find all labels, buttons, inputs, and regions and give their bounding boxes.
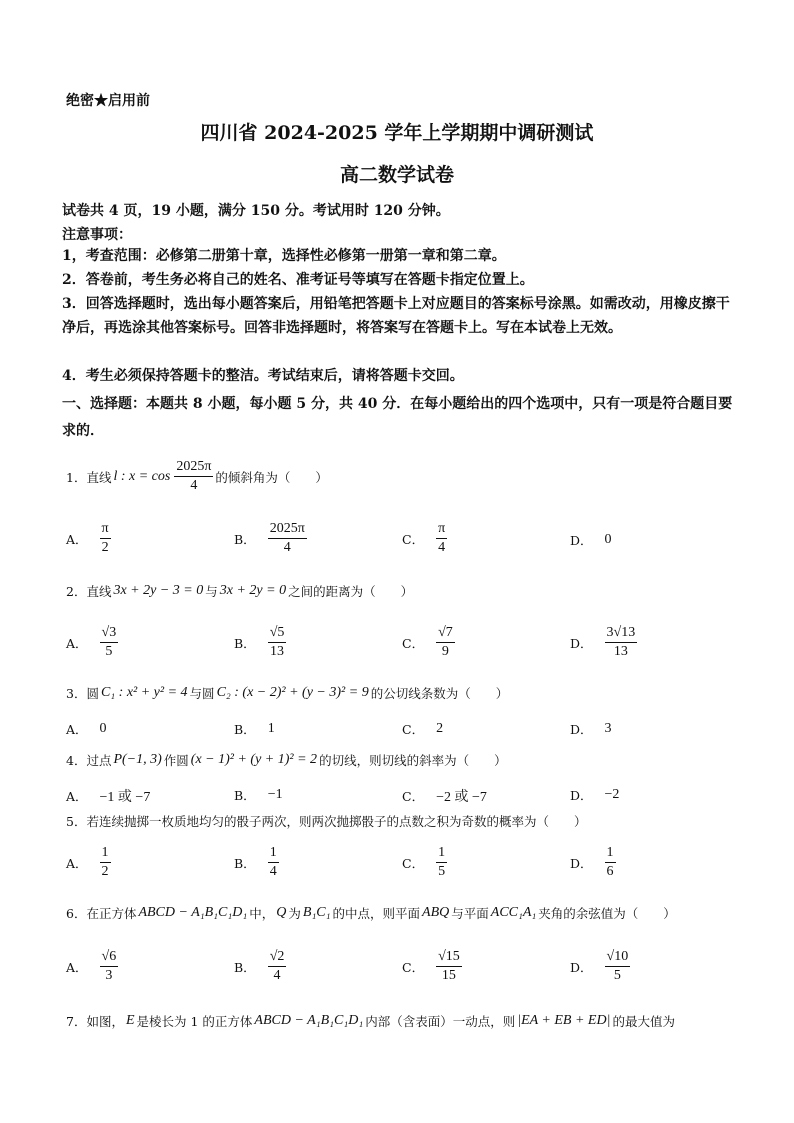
exam-title: 四川省 2024-2025 学年上学期期中调研测试: [200, 122, 594, 144]
question-6: 6．在正方体 ABCD − A₁B₁C₁D₁ 中， Q 为 B₁C₁ 的中点，则平面 ABQ 与平面 ACC₁A₁ 夹角的余弦值为（ ）: [66, 905, 676, 921]
q2-option-a: A． $\frac{√3}{5}$: [66, 625, 117, 659]
q5-option-b: B． $\frac{1}{4}$: [234, 845, 277, 879]
section-heading: 一、选择题：本题共 8 小题，每小题 5 分，共 40 分．在每小题给出的四个选项中，只有一项是符合题目要求的．: [62, 396, 733, 439]
note-1: 1，考查范围：必修第二册第十章，选择性必修第一册第一章和第二章。: [62, 248, 506, 264]
question-1: [66, 458, 328, 495]
q1-frac-num: 2025π: [174, 458, 213, 477]
q6-option-a: A． $\frac{√6}{3}$: [66, 949, 117, 983]
q6-option-b: B． $\frac{√2}{4}$: [234, 949, 285, 983]
q1-option-d: D． 0: [570, 532, 612, 548]
note-2: 2．答卷前，考生务必将自己的姓名、准考证号等填写在答题卡指定位置上。: [62, 272, 534, 288]
q2-option-d: D． $\frac{3√13}{13}$: [570, 625, 636, 659]
question-2: 2．直线 3x + 2y − 3 = 0 与 3x + 2y = 0 之间的距离为（ ）: [66, 583, 414, 599]
confidential-mark: 绝密★启用前: [66, 93, 150, 109]
q5-option-a: A． $\frac{1}{2}$: [66, 845, 109, 879]
exam-subtitle: 高二数学试卷: [339, 164, 454, 186]
q4-option-d: D． −2: [570, 787, 620, 803]
q2-option-b: B． $\frac{√5}{13}$: [234, 625, 285, 659]
q3-option-b: B． 1: [234, 721, 275, 737]
q1-post: 的倾斜角为（ ）: [215, 469, 328, 485]
question-4: 4．过点 P(−1, 3) 作圆 (x − 1)² + (y + 1)² = 2 的切线，则切线的斜率为（ ）: [66, 752, 507, 768]
q6-option-c: C． $\frac{√15}{15}$: [402, 949, 460, 983]
q5-option-c: C． $\frac{1}{5}$: [402, 845, 446, 879]
q5-option-d: D． $\frac{1}{6}$: [570, 845, 614, 879]
q1-option-b: B． $\frac{2025\pi}{4}$: [234, 521, 305, 555]
q1-option-c: C． $\frac{\pi}{4}$: [402, 521, 446, 555]
question-5: 5．若连续抛掷一枚质地均匀的骰子两次，则两次抛掷骰子的点数之积为奇数的概率为（ ）: [66, 814, 587, 829]
q4-option-c: C． −2 或 −7: [402, 789, 487, 805]
q6-option-d: D． $\frac{√10}{5}$: [570, 949, 629, 983]
q3-option-c: C． 2: [402, 721, 444, 737]
q4-option-a: A． −1 或 −7: [66, 789, 151, 805]
q1-frac-den: 4: [190, 478, 198, 493]
q1-fraction: [174, 458, 213, 495]
q1-math: l : x = cos: [113, 468, 171, 484]
q4-option-b: B． −1: [234, 787, 283, 803]
q3-option-d: D． 3: [570, 721, 612, 737]
notes-title: 注意事项：: [62, 227, 132, 243]
q2-option-c: C． $\frac{√7}{9}$: [402, 625, 453, 659]
exam-summary: 试卷共 4 页，19 小题，满分 150 分。考试用时 120 分钟。: [62, 203, 450, 219]
q3-option-a: A． 0: [66, 721, 107, 737]
question-7: 7．如图， E 是棱长为 1 的正方体 ABCD − A₁B₁C₁D₁ 内部（含表面）一动点，则 |EA + EB + ED| 的最大值为: [66, 1013, 675, 1029]
note-4: 4．考生必须保持答题卡的整洁。考试结束后，请将答题卡交回。: [62, 368, 464, 384]
q1-option-a: A． $\frac{\pi}{2}$: [66, 521, 109, 555]
note-3: 3．回答选择题时，选出每小题答案后，用铅笔把答题卡上对应题目的答案标号涂黑。如需改动，用橡皮擦干净后，再选涂其他答案标号。回答非选择题时，将答案写在答题卡上。写在本试卷上无效。: [62, 296, 730, 336]
q1-pre: 1．直线: [66, 469, 112, 485]
question-3: 3．圆 C₁ : x² + y² = 4 与圆 C₂ : (x − 2)² + (y − 3)² = 9 的公切线条数为（ ）: [66, 685, 509, 701]
